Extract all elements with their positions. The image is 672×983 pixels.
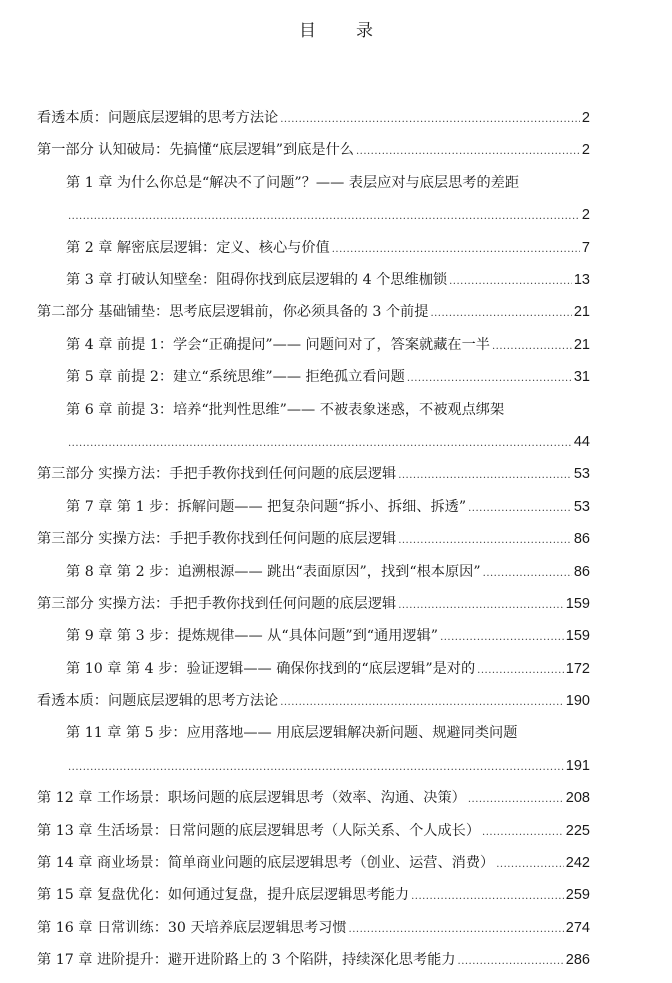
toc-entry[interactable] <box>0 464 672 496</box>
dot-leader <box>458 952 564 972</box>
toc-entry[interactable] <box>0 173 672 238</box>
toc-entry-title: 看透本质：问题底层逻辑的思考方法论 <box>37 693 279 710</box>
toc-entry[interactable] <box>0 529 672 561</box>
toc-entry-title: 第 3 章 打破认知壁垒：阻碍你找到底层逻辑的 4 个思维枷锁 <box>66 271 448 288</box>
table-of-contents <box>0 108 672 983</box>
toc-entry-title: 第 5 章 前提 2：建立“系统思维”—— 拒绝孤立看问题 <box>66 369 405 386</box>
dot-leader <box>398 531 572 551</box>
toc-entry-title: 第三部分 实操方法：手把手教你找到任何问题的底层逻辑 <box>37 595 397 612</box>
toc-entry[interactable] <box>0 140 672 172</box>
toc-entry-title: 第 6 章 前提 3：培养“批判性思维”—— 不被表象迷惑，不被观点绑架 <box>66 401 505 418</box>
toc-entry-page: 44 <box>573 433 590 450</box>
toc-entry[interactable] <box>0 594 672 626</box>
dot-leader <box>349 920 564 940</box>
toc-entry-page: 86 <box>573 531 590 548</box>
dot-leader <box>468 790 564 810</box>
dot-leader <box>280 693 564 713</box>
toc-entry-title: 第 14 章 商业场景：简单商业问题的底层逻辑思考（创业、运营、消费） <box>37 855 495 872</box>
dot-leader <box>449 272 572 292</box>
toc-entry[interactable] <box>0 853 672 885</box>
dot-leader <box>440 628 564 648</box>
toc-entry[interactable] <box>0 562 672 594</box>
toc-entry[interactable] <box>0 821 672 853</box>
toc-entry-page: 7 <box>581 239 590 256</box>
toc-entry-page: 190 <box>565 693 590 710</box>
toc-entry-page: 13 <box>573 271 590 288</box>
toc-entry-title: 第 8 章 第 2 步：追溯根源—— 跳出“表面原因”，找到“根本原因” <box>66 563 481 580</box>
toc-entry[interactable] <box>0 108 672 140</box>
dot-leader <box>68 434 572 454</box>
toc-entry-title: 第三部分 实操方法：手把手教你找到任何问题的底层逻辑 <box>37 531 397 548</box>
toc-entry-title: 第 16 章 日常训练：30 天培养底层逻辑思考习惯 <box>37 919 347 936</box>
toc-entry-page: 2 <box>581 142 590 159</box>
toc-entry-title: 看透本质：问题底层逻辑的思考方法论 <box>37 110 279 126</box>
toc-title <box>0 16 672 41</box>
toc-title-char-1: 目 <box>299 21 316 41</box>
toc-title-char-2: 录 <box>356 21 373 41</box>
toc-entry[interactable] <box>0 270 672 302</box>
toc-entry-page: 53 <box>573 498 590 515</box>
toc-entry-title: 第 7 章 第 1 步：拆解问题—— 把复杂问题“拆小、拆细、拆透” <box>66 498 467 515</box>
toc-entry-page: 274 <box>565 919 590 936</box>
toc-entry-page: 225 <box>565 822 590 839</box>
toc-entry-title: 第 17 章 进阶提升：避开进阶路上的 3 个陷阱，持续深化思考能力 <box>37 952 456 969</box>
toc-entry-page: 242 <box>565 855 590 872</box>
toc-entry-title: 第一部分 认知破局：先搞懂“底层逻辑”到底是什么 <box>37 142 354 159</box>
toc-entry[interactable] <box>0 918 672 950</box>
toc-entry[interactable] <box>0 497 672 529</box>
toc-entry[interactable] <box>0 885 672 917</box>
toc-entry[interactable] <box>0 238 672 270</box>
toc-entry-title: 第 1 章 为什么你总是“解决不了问题”？—— 表层应对与底层思考的差距 <box>66 174 520 191</box>
dot-leader <box>332 240 580 260</box>
dot-leader <box>398 466 572 486</box>
dot-leader <box>477 661 564 681</box>
toc-entry[interactable] <box>0 335 672 367</box>
toc-entry-title: 第 12 章 工作场景：职场问题的底层逻辑思考（效率、沟通、决策） <box>37 790 466 807</box>
toc-entry-page: 53 <box>573 466 590 483</box>
toc-entry-page: 208 <box>565 790 590 807</box>
dot-leader <box>430 304 571 324</box>
toc-entry-page: 86 <box>573 563 590 580</box>
dot-leader <box>356 142 580 162</box>
toc-entry-page: 21 <box>573 336 590 353</box>
toc-entry-page: 21 <box>573 304 590 321</box>
toc-entry-title: 第三部分 实操方法：手把手教你找到任何问题的底层逻辑 <box>37 466 397 483</box>
dot-leader <box>482 823 564 843</box>
dot-leader <box>492 337 572 357</box>
toc-entry-title: 第 10 章 第 4 步：验证逻辑—— 确保你找到的“底层逻辑”是对的 <box>66 660 476 677</box>
toc-entry[interactable] <box>0 723 672 788</box>
toc-entry[interactable] <box>0 659 672 691</box>
toc-entry-page: 286 <box>565 952 590 969</box>
toc-entry-page: 172 <box>565 660 590 677</box>
toc-entry[interactable] <box>0 302 672 334</box>
dot-leader <box>411 887 564 907</box>
dot-leader <box>496 855 564 875</box>
toc-entry[interactable] <box>0 367 672 399</box>
dot-leader <box>68 758 564 778</box>
toc-entry-title: 第 13 章 生活场景：日常问题的底层逻辑思考（人际关系、个人成长） <box>37 822 481 839</box>
dot-leader <box>468 499 572 519</box>
toc-entry-page: 2 <box>581 207 590 224</box>
toc-entry-title: 第 2 章 解密底层逻辑：定义、核心与价值 <box>66 239 330 256</box>
toc-entry-page: 191 <box>565 757 590 774</box>
toc-entry-page: 159 <box>565 628 590 645</box>
toc-entry-page: 159 <box>565 595 590 612</box>
toc-entry-title: 第 11 章 第 5 步：应用落地—— 用底层逻辑解决新问题、规避同类问题 <box>66 725 518 742</box>
toc-entry-title: 第 9 章 第 3 步：提炼规律—— 从“具体问题”到“通用逻辑” <box>66 628 439 645</box>
toc-entry-title: 第 4 章 前提 1：学会“正确提问”—— 问题问对了，答案就藏在一半 <box>66 336 490 353</box>
toc-entry[interactable] <box>0 691 672 723</box>
toc-entry-page: 259 <box>565 887 590 904</box>
toc-entry[interactable] <box>0 626 672 658</box>
toc-entry[interactable] <box>0 950 672 982</box>
dot-leader <box>280 110 580 130</box>
toc-entry[interactable] <box>0 400 672 465</box>
toc-entry-title: 第 15 章 复盘优化：如何通过复盘，提升底层逻辑思考能力 <box>37 887 410 904</box>
toc-entry[interactable] <box>0 788 672 820</box>
toc-entry-title: 第二部分 基础铺垫：思考底层逻辑前，你必须具备的 3 个前提 <box>37 304 429 321</box>
toc-entry-page: 31 <box>573 369 590 386</box>
dot-leader <box>398 596 564 616</box>
dot-leader <box>483 564 572 584</box>
toc-entry-page: 2 <box>581 110 590 126</box>
dot-leader <box>68 207 580 227</box>
dot-leader <box>407 369 572 389</box>
